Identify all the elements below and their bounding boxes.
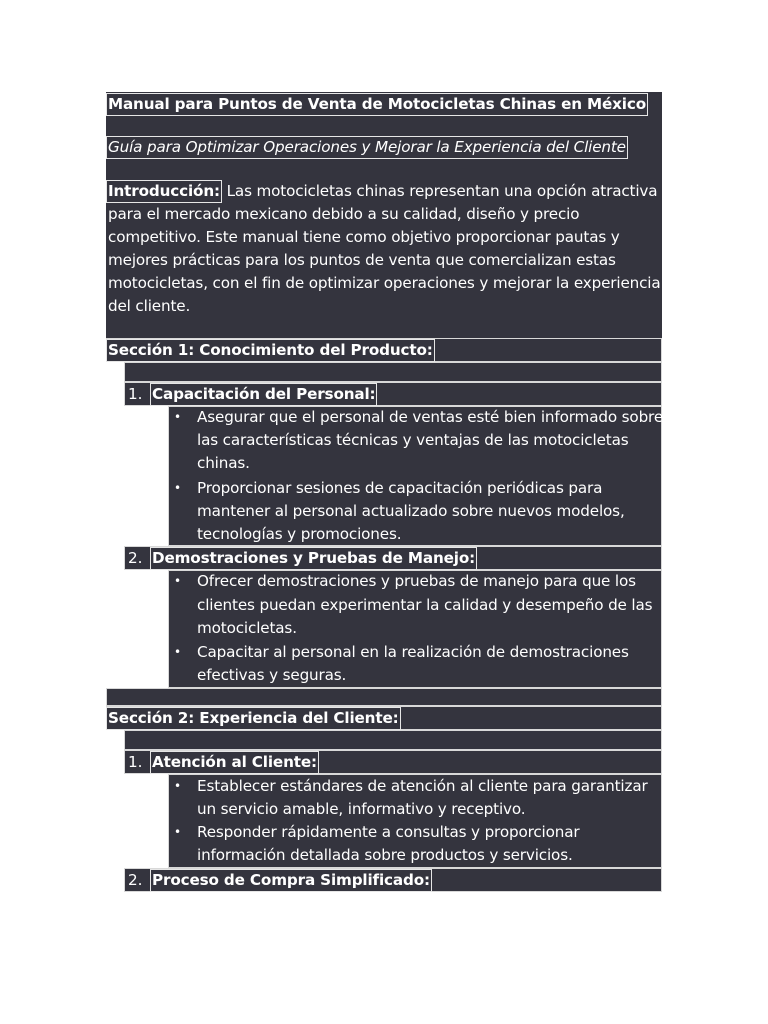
bullet-dot-icon: • xyxy=(174,825,182,839)
s1-item-1-title-text: Capacitación del Personal: xyxy=(150,383,377,406)
bullet-dot-icon: • xyxy=(174,410,182,424)
s2-item-1-number: 1. xyxy=(128,753,143,771)
document-subtitle-text: Guía para Optimizar Operaciones y Mejorar la Experiencia del Cliente xyxy=(106,136,628,159)
s2-i1-b1-line-1: Establecer estándares de atención al cliente para garantizar xyxy=(197,777,648,795)
intro-line-1 xyxy=(108,180,657,203)
s2-item-2-title-text: Proceso de Compra Simplificado: xyxy=(150,869,432,892)
document-title xyxy=(108,93,648,116)
s1-i2-b2-line-2: efectivas y seguras. xyxy=(197,666,347,684)
s1-i1-b2-line-2: mantener al personal actualizado sobre nuevos modelos, xyxy=(197,502,625,520)
bullet-dot-icon: • xyxy=(174,481,182,495)
s2-item-1-title xyxy=(152,751,319,774)
s2-item-2-title xyxy=(152,869,432,892)
s2-i1-b2-line-1: Responder rápidamente a consultas y proporcionar xyxy=(197,823,580,841)
s2-item-1-title-text: Atención al Cliente: xyxy=(150,751,319,774)
intro-line-2: para el mercado mexicano debido a su calidad, diseño y precio xyxy=(108,205,580,223)
s1-i2-b1-line-1: Ofrecer demostraciones y pruebas de manejo para que los xyxy=(197,572,636,590)
bullet-dot-icon: • xyxy=(174,574,182,588)
section-1-trailing-spacer xyxy=(106,688,662,706)
s1-item-2-number: 2. xyxy=(128,549,143,567)
s1-i1-b1-line-3: chinas. xyxy=(197,454,250,472)
s1-i2-b2-line-1: Capacitar al personal en la realización de demostraciones xyxy=(197,643,629,661)
s1-i1-b1-line-1: Asegurar que el personal de ventas esté bien informado sobre xyxy=(197,408,664,426)
s1-i1-b2-line-3: tecnologías y promociones. xyxy=(197,525,402,543)
s1-item-2-title xyxy=(152,547,477,570)
section-1-heading-text: Sección 1: Conocimiento del Producto: xyxy=(106,339,435,362)
s1-item-2-title-text: Demostraciones y Pruebas de Manejo: xyxy=(150,547,477,570)
s1-item-1-number: 1. xyxy=(128,385,143,403)
intro-line-3: competitivo. Este manual tiene como objetivo proporcionar pautas y xyxy=(108,228,620,246)
s1-i1-b2-line-1: Proporcionar sesiones de capacitación periódicas para xyxy=(197,479,603,497)
bullet-dot-icon: • xyxy=(174,645,182,659)
s2-item-2-number: 2. xyxy=(128,871,143,889)
bullet-dot-icon: • xyxy=(174,779,182,793)
document-title-text: Manual para Puntos de Venta de Motocicletas Chinas en México xyxy=(106,93,648,116)
document-subtitle xyxy=(108,136,628,159)
section-1-heading xyxy=(108,339,435,362)
intro-line-6: del cliente. xyxy=(108,297,191,315)
s1-i2-b1-line-3: motocicletas. xyxy=(197,619,297,637)
section-2-heading-text: Sección 2: Experiencia del Cliente: xyxy=(106,707,401,730)
s1-i1-b1-line-2: las características técnicas y ventajas de las motocicletas xyxy=(197,431,629,449)
s2-i1-b2-line-2: información detallada sobre productos y servicios. xyxy=(197,846,573,864)
section-2-spacer xyxy=(124,730,662,750)
intro-line-5: motocicletas, con el fin de optimizar operaciones y mejorar la experiencia xyxy=(108,274,661,292)
s1-item-1-title xyxy=(152,383,377,406)
s2-i1-b1-line-2: un servicio amable, informativo y receptivo. xyxy=(197,800,526,818)
s1-i2-b1-line-2: clientes puedan experimentar la calidad y desempeño de las xyxy=(197,596,653,614)
section-1-spacer xyxy=(124,362,662,382)
intro-line-4: mejores prácticas para los puntos de venta que comercializan estas xyxy=(108,251,616,269)
intro-label: Introducción: xyxy=(106,180,222,203)
section-2-heading xyxy=(108,707,401,730)
intro-text-1: Las motocicletas chinas representan una opción atractiva xyxy=(226,182,658,200)
